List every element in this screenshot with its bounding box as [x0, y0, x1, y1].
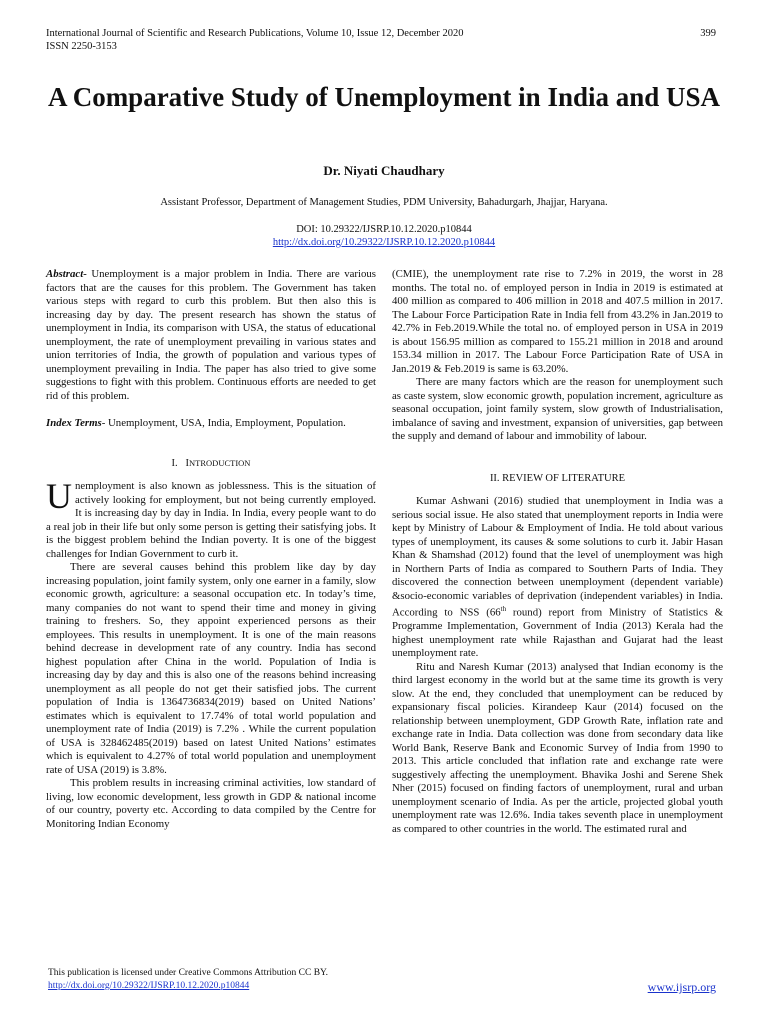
intro-paragraph-1: Unemployment is also known as joblessness. This is the situation of actively looking for employment, but not being currently employed. It is increasing day by day in India. In India, every people want to do a real job in their life but only some person is getting their satisfying jobs. It is the biggest problem behind the Indian poverty. It is one of the biggest challenges for Indian Government to curb it. — [46, 476, 376, 560]
license-text: This publication is licensed under Creative Commons Attribution CC BY. — [48, 968, 329, 978]
page-number: 399 — [700, 28, 716, 39]
page-footer — [48, 967, 328, 993]
index-terms — [46, 417, 376, 431]
literature-paragraph-1: Kumar Ashwani (2016) studied that unemployment in India was a serious social issue. He also stated that unemployment reports in India were kept by Ministry of Labour & Employment of India. He told about various types of unemployment, its causes & some solutions to curb it. Jabir Hasan Khan & Shamshad (2012) found that the level of unemployment was high in Northern Parts of India as compared to Southern Parts of India. They discovered the connection between unemployment (dependent variable) &socio-economic variables of deprivation (independent variables) in India. According to NSS (66th round) report from Ministry of Statistics & Programme Implementation, Government of India (2013) Kerala had the highest unemployment rate while Rajasthan and Gujarat had the least unemployment rate. — [392, 495, 723, 660]
intro-paragraph-3: This problem results in increasing criminal activities, low standard of living, low economic development, less growth in GDP & national income of our country, poverty etc. According to data compiled by the Centre for Monitoring Indian Economy — [46, 777, 376, 830]
section-heading-introduction: I. INTRODUCTION — [171, 457, 251, 469]
dropcap: U — [46, 476, 72, 516]
paper-title: A Comparative Study of Unemployment in India and USA — [47, 82, 721, 112]
literature-paragraph-2: Ritu and Naresh Kumar (2013) analysed that Indian economy is the third largest economy in the world but at the same time its growth is very slow. At the end, they concluded that unemployment can be reduced by expansionary fiscal policies. Kirandeep Kaur (2014) focused on the relationship between unemployment, GDP Growth Rate, inflation rate and exchange rate in India. Data collection was done from secondary data like World Bank, Reserve Bank and Economic Survey of India from 1990 to 2013. This article concluded that inflation rate and exchange rate were suggestively affecting the unemployment. Bhavika Joshi and Serene Shek Nher (2015) focused on finding factors of unemployment, rural and urban unemployment scenario of India. As per the article, projected global youth unemployment rate was 12.6%. India takes seventh place in unemployment as compared to other countries in the world. The estimated rural and — [392, 660, 723, 835]
index-terms-text: - Unemployment, USA, India, Employment, Population. — [101, 417, 346, 429]
author-name: Dr. Niyati Chaudhary — [323, 163, 445, 178]
index-terms-label: Index Terms — [46, 417, 102, 429]
intro-paragraph-2: There are several causes behind this problem like day by day increasing population, joint family system, only one earner in a family, slow economic growth, agriculture: a seasonal occupation etc. In today’s time, many companies do not want to spend their time and money in giving training to freshers. So, they appoint experienced persons as their employees. This results in unemployment. It is one of the main reasons behind decrease in development rate of any country. India has second highest population after China in the world. Population of India is increasing day by day and this is also one of the reasons behind increasing unemployment as all people do not get their satisfied jobs. The current population of India is 1364736834(2019) based on United Nations’ estimates which is equivalent to 17.74% of total world population and unemployment rate of India (2019) is 7.2% . While the current population of USA is 328462485(2019) based on latest United Nations’ estimates which is equivalent to 4.27% of total world population and unemployment rate of USA (2019) is 3.8%. — [46, 561, 376, 776]
abstract-text: Unemployment is a major problem in India. There are various factors that are the causes for this problem. The Government has taken various steps with regard to curb this problem. But then also this is increasing day by day. The present research has shown the status of unemployment in India, its comparison with USA, the status of educational unemployment, the rate of unemployment prevailing in various states and union territories of India, the growth of population and various types of unemployment prevailing in India. The paper has also tried to give some suggestions to fight with this problem. Continuous efforts are needed to get rid of this problem. — [46, 268, 376, 402]
issn: ISSN 2250-3153 — [46, 41, 117, 52]
right-paragraph-1: (CMIE), the unemployment rate rise to 7.2% in 2019, the worst in 28 months. The total no. of employed person in India in 2019 is estimated at 400 million as compared to 406 million in 2018 and 407.5 million in 2017. The Labour Force Participation Rate in India fell from 43.2% in Jan.2019 to 42.7% in Feb.2019.While the total no. of employed person in USA in 2019 is about 156.95 million as compared to 155.21 million in 2018 and around 153.34 million in 2017. The Labour Force Participation Rate of USA in Jan.2019 & Feb.2019 is same is 63.20%. — [392, 268, 723, 375]
abstract-label: Abstract- — [46, 268, 87, 280]
superscript: th — [500, 605, 507, 613]
doi-block — [0, 223, 768, 249]
doi-link[interactable]: http://dx.doi.org/10.29322/IJSRP.10.12.2020.p10844 — [272, 237, 496, 248]
right-paragraph-2: There are many factors which are the reason for unemployment such as caste system, slow economic growth, population increment, agriculture as seasonal occupation, joint family system, slow growth of Industrialisation, imbalance of saving and investment, expansion of universities, gap between the supply and demand of labour and immobility of labour. — [392, 376, 724, 442]
journal-website-link[interactable]: www.ijsrp.org — [647, 980, 716, 994]
abstract — [46, 268, 376, 403]
section-heading-literature-review: II. REVIEW OF LITERATURE — [489, 472, 626, 484]
right-column — [392, 268, 723, 836]
author-affiliation: Assistant Professor, Department of Management Studies, PDM University, Bahadurgarh, Jhajjar, Haryana. — [160, 197, 608, 208]
footer-doi-link[interactable]: http://dx.doi.org/10.29322/IJSRP.10.12.2020.p10844 — [48, 981, 250, 991]
running-header — [46, 27, 716, 53]
doi-text: DOI: 10.29322/IJSRP.10.12.2020.p10844 — [296, 224, 472, 235]
journal-name: International Journal of Scientific and Research Publications, Volume 10, Issue 12, December 2020 — [46, 28, 464, 39]
left-column — [46, 268, 376, 831]
